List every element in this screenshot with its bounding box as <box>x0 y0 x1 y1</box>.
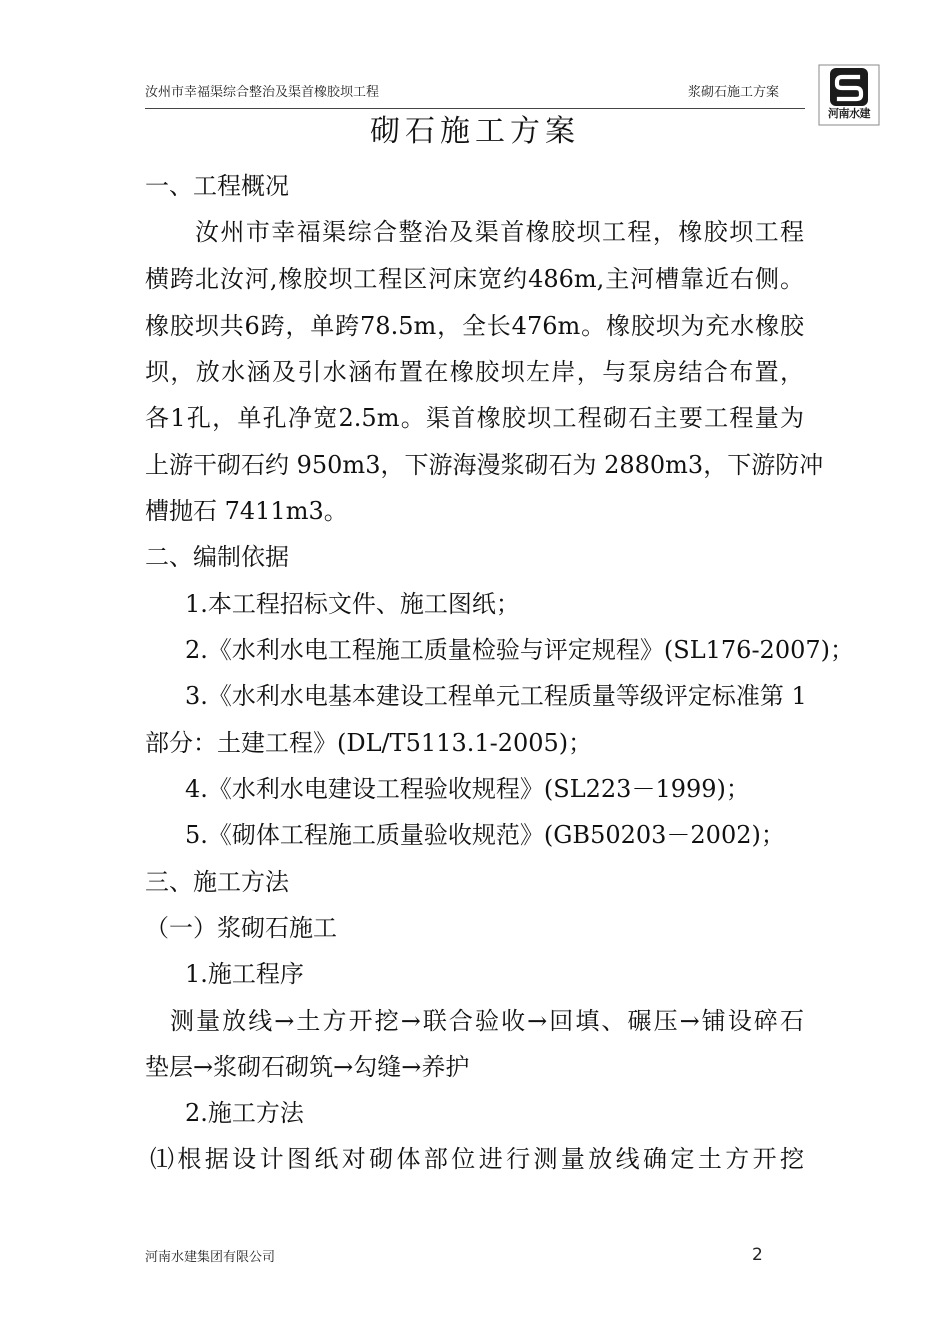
reference-item-continued: 部分：土建工程》(DL/T5113.1-2005)； <box>145 729 593 757</box>
procedure-line: 垫层→浆砌石砌筑→勾缝→养护 <box>145 1053 470 1081</box>
reference-item: 4.《水利水电建设工程验收规程》(SL223－1999)； <box>185 775 750 803</box>
paragraph-line: 各1孔，单孔净宽2.5m。渠首橡胶坝工程砌石主要工程量为 <box>145 404 804 432</box>
procedure-line: 测量放线→土方开挖→联合验收→回填、碾压→铺设碎石 <box>170 1007 804 1035</box>
reference-item: 1.本工程招标文件、施工图纸； <box>185 590 520 618</box>
section-heading-basis: 二、编制依据 <box>145 543 289 571</box>
item-heading: 2.施工方法 <box>185 1099 304 1127</box>
paragraph-line: 横跨北汝河,橡胶坝工程区河床宽约486m,主河槽靠近右侧。 <box>145 265 804 293</box>
header-divider <box>145 108 805 109</box>
page-number: 2 <box>752 1245 763 1265</box>
item-heading: 1.施工程序 <box>185 960 304 988</box>
method-line: ⑴根据设计图纸对砌体部位进行测量放线确定土方开挖 <box>150 1145 804 1173</box>
header-project-name: 汝州市幸福渠综合整治及渠首橡胶坝工程 <box>145 85 380 100</box>
reference-item: 5.《砌体工程施工质量验收规范》(GB50203－2002)； <box>185 821 785 849</box>
document-title: 砌石施工方案 <box>370 114 580 149</box>
subsection-heading: （一）浆砌石施工 <box>145 914 337 942</box>
paragraph-line: 橡胶坝共6跨，单跨78.5m，全长476m。橡胶坝为充水橡胶 <box>145 312 804 340</box>
paragraph-line: 汝州市幸福渠综合整治及渠首橡胶坝工程，橡胶坝工程 <box>195 218 804 246</box>
logo-wordmark: 河南水建 <box>828 107 870 120</box>
section-heading-overview: 一、工程概况 <box>145 172 289 200</box>
footer-company: 河南水建集团有限公司 <box>145 1250 276 1265</box>
section-heading-method: 三、施工方法 <box>145 868 289 896</box>
reference-item: 2.《水利水电工程施工质量检验与评定规程》(SL176-2007)； <box>185 636 854 664</box>
header-document-name: 浆砌石施工方案 <box>688 85 780 100</box>
paragraph-line: 坝，放水涵及引水涵布置在橡胶坝左岸，与泵房结合布置， <box>145 358 804 386</box>
paragraph-line: 槽抛石 7411m3。 <box>145 497 348 525</box>
paragraph-line: 上游干砌石约 950m3，下游海漫浆砌石为 2880m3，下游防冲 <box>145 451 824 479</box>
reference-item: 3.《水利水电基本建设工程单元工程质量等级评定标准第 1 <box>185 682 807 710</box>
